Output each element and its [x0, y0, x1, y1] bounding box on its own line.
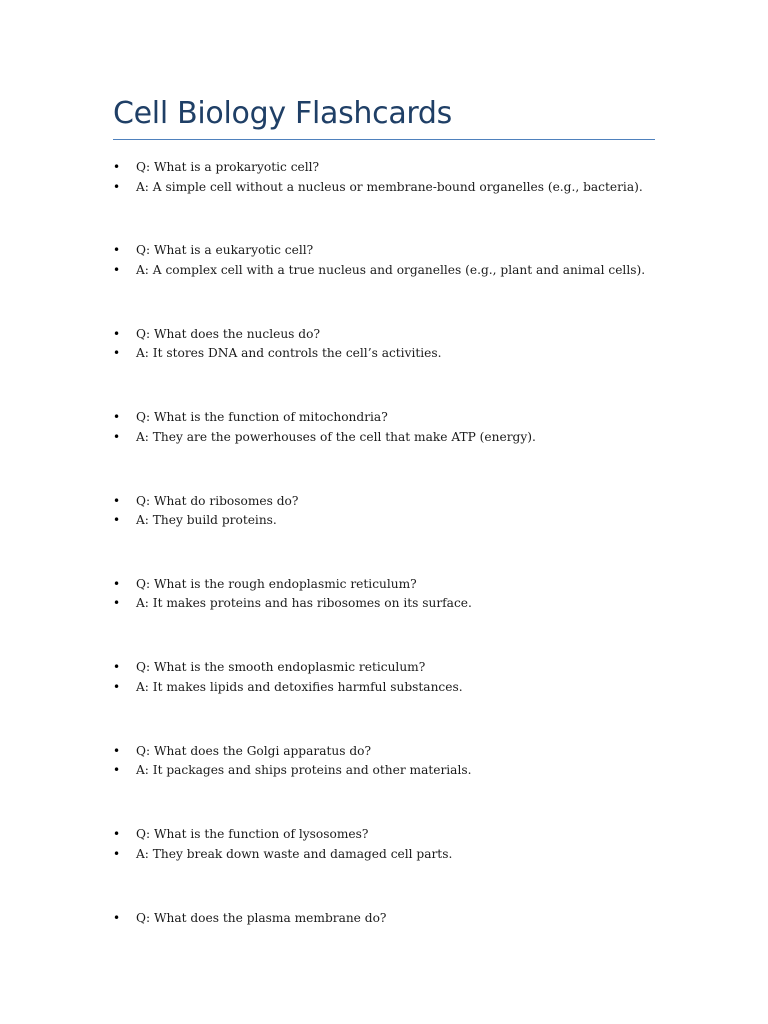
- flashcard-question: [113, 158, 673, 178]
- answer-text: A: A simple cell without a nucleus or membrane-bound organelles (e.g., bacteria).: [136, 179, 643, 194]
- flashcard-question: [113, 241, 673, 261]
- flashcard-answer: [113, 845, 673, 865]
- bullet-icon: •: [113, 243, 121, 258]
- flashcard-answer: [113, 594, 673, 614]
- question-text: Q: What is the rough endoplasmic reticulum?: [136, 576, 417, 591]
- flashcard: [113, 742, 673, 825]
- flashcard-answer: [113, 178, 673, 198]
- bullet-icon: •: [113, 410, 121, 425]
- question-text: Q: What is a prokaryotic cell?: [136, 160, 320, 174]
- flashcard: [113, 658, 673, 741]
- flashcard-answer: [113, 678, 673, 698]
- flashcard: [113, 575, 673, 658]
- flashcard-question: [113, 575, 673, 595]
- question-text: Q: What is a eukaryotic cell?: [136, 243, 314, 258]
- flashcard: [113, 158, 673, 241]
- bullet-icon: •: [113, 660, 121, 675]
- flashcard: [113, 492, 673, 575]
- bullet-icon: •: [113, 596, 121, 611]
- question-text: Q: What is the function of lysosomes?: [136, 827, 369, 842]
- flashcard: [113, 408, 673, 491]
- bullet-icon: •: [113, 910, 121, 925]
- answer-text: A: They are the powerhouses of the cell that make ATP (energy).: [136, 429, 536, 444]
- bullet-icon: •: [113, 763, 121, 778]
- flashcard-question: [113, 825, 673, 845]
- question-text: Q: What does the Golgi apparatus do?: [136, 743, 372, 758]
- flashcard: [113, 325, 673, 408]
- bullet-icon: •: [113, 493, 121, 508]
- bullet-icon: •: [113, 679, 121, 694]
- answer-text: A: It makes lipids and detoxifies harmful substances.: [136, 679, 463, 694]
- flashcard: [113, 909, 673, 992]
- bullet-icon: •: [113, 576, 121, 591]
- answer-text: A: It packages and ships proteins and other materials.: [136, 763, 472, 778]
- question-text: Q: What is the smooth endoplasmic reticulum?: [136, 660, 426, 675]
- flashcard-question: [113, 909, 673, 929]
- bullet-icon: •: [113, 513, 121, 528]
- flashcard-question: [113, 408, 673, 428]
- question-text: Q: What does the nucleus do?: [136, 326, 320, 341]
- question-text: Q: What is the function of mitochondria?: [136, 410, 388, 425]
- bullet-icon: •: [113, 429, 121, 444]
- question-text: Q: What does the plasma membrane do?: [136, 910, 387, 925]
- bullet-icon: •: [113, 262, 121, 277]
- flashcard-question: [113, 492, 673, 512]
- flashcard-list: [113, 158, 673, 992]
- flashcard-answer: [113, 511, 673, 531]
- flashcard-answer: [113, 761, 673, 781]
- answer-text: A: They break down waste and damaged cell parts.: [136, 846, 453, 861]
- flashcard-question: [113, 742, 673, 762]
- answer-text: A: It stores DNA and controls the cell’s activities.: [136, 346, 442, 361]
- bullet-icon: •: [113, 827, 121, 842]
- flashcard-question: [113, 325, 673, 345]
- bullet-icon: •: [113, 743, 121, 758]
- bullet-icon: •: [113, 179, 121, 194]
- bullet-icon: •: [113, 160, 121, 174]
- flashcard-answer: [113, 428, 673, 448]
- flashcard: [113, 825, 673, 908]
- bullet-icon: •: [113, 346, 121, 361]
- page-title: Cell Biology Flashcards: [113, 96, 452, 131]
- question-text: Q: What do ribosomes do?: [136, 493, 299, 508]
- flashcard-question: [113, 658, 673, 678]
- answer-text: A: They build proteins.: [136, 513, 277, 528]
- answer-text: A: A complex cell with a true nucleus and organelles (e.g., plant and animal cells).: [136, 262, 646, 277]
- flashcard: [113, 241, 673, 324]
- bullet-icon: •: [113, 846, 121, 861]
- bullet-icon: •: [113, 326, 121, 341]
- title-underline: [113, 139, 655, 140]
- flashcard-answer: [113, 344, 673, 364]
- answer-text: A: It makes proteins and has ribosomes on its surface.: [136, 596, 472, 611]
- flashcard-answer: [113, 261, 673, 281]
